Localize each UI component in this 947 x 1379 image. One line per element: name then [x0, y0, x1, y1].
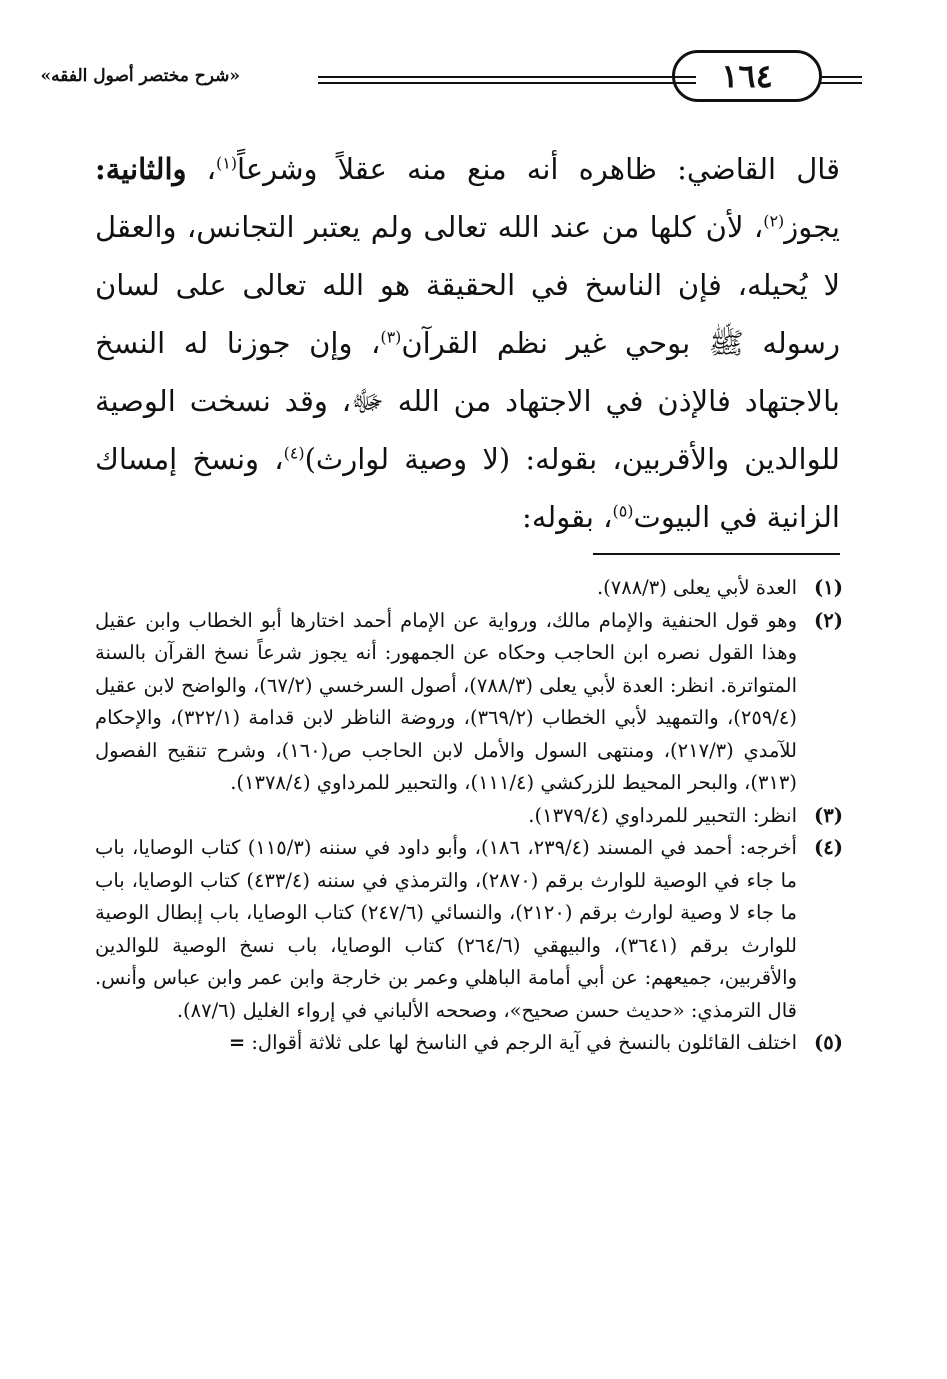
footnote-ref: (١)	[216, 153, 238, 173]
footnote-2	[95, 605, 843, 800]
footnote-5	[95, 1027, 843, 1060]
footnote-1	[95, 572, 843, 605]
header-rule-tail	[820, 82, 862, 84]
text-run: ، وإن جوزنا له النسخ بالاجتهاد فالإذن في الاجتهاد من الله ﷻ، وقد نسخت الوصية للوالدين والأقربين، بقوله: (لا وصية لوارث)	[95, 326, 840, 476]
footnote-4	[95, 832, 843, 1027]
text-run: اختلف القائلون بالنسخ في آية الرجم في الناسخ لها على ثلاثة أقوال:	[251, 1031, 797, 1054]
footnote-ref: (٤)	[283, 443, 305, 463]
text-run: قال القاضي: ظاهره أنه منع منه عقلاً وشرعاً	[237, 152, 840, 186]
footnote-text: انظر: التحبير للمرداوي (١٣٧٩/٤).	[528, 803, 797, 827]
footnotes	[95, 572, 843, 1060]
footnote-number: (٤)	[814, 836, 843, 859]
footnote-text: العدة لأبي يعلى (٧٨٨/٣).	[596, 576, 797, 599]
continuation-mark: =	[228, 1031, 246, 1054]
main-text	[95, 140, 840, 546]
header-rule-tail	[820, 76, 862, 78]
bold-term: والثانية:	[95, 152, 187, 186]
footnote-number: (٣)	[814, 803, 843, 827]
main-paragraph	[95, 140, 840, 546]
footnote-number: (٢)	[814, 608, 843, 632]
page-number: ١٦٤	[672, 50, 822, 102]
footnote-ref: (٥)	[612, 501, 634, 521]
footnote-ref: (٢)	[763, 211, 785, 231]
text-run: ، لأن كلها من عند الله تعالى ولم يعتبر التجانس، والعقل لا يُحيله، فإن الناسخ في الحقيقة هو الله تعالى على لسان رسوله ﷺ بوحي غير نظم القرآن	[95, 210, 840, 360]
running-title: «شرح مختصر أصول الفقه»	[40, 66, 240, 86]
footnote-text: أخرجه: أحمد في المسند (٢٣٩/٤، ١٨٦)، وأبو داود في سننه (١١٥/٣) كتاب الوصايا، باب ما جاء في الوصية للوارث برقم (٢٨٧٠)، والترمذي في سننه (٤٣٣/٤) كتاب الوصايا، باب ما جاء لا وصية لوارث برقم (٢١٢٠)، والنسائي (٢٤٧/٦) كتاب الوصايا، باب إبطال الوصية للوارث برقم (٣٦٤١)، والبيهقي (٢٦٤/٦) كتاب الوصايا، باب نسخ الوصية للوالدين والأقربين، جميعهم: عن أبي أمامة الباهلي وعمر بن خارجة وابن عمر وابن عباس وأنس. قال الترمذي: «حديث حسن صحيح»، وصححه الألباني في إرواء الغليل (٨٧/٦).	[95, 836, 798, 1022]
footnote-text	[95, 1027, 797, 1060]
footnote-3	[95, 800, 843, 833]
header-rule	[318, 76, 696, 84]
footnote-number: (٥)	[814, 1031, 843, 1054]
footnote-number: (١)	[814, 576, 843, 599]
footnote-ref: (٣)	[380, 327, 402, 347]
page-header	[40, 50, 850, 108]
text-run: يجوز	[784, 210, 840, 244]
text-run: ، بقوله:	[522, 500, 613, 534]
text-run: ، ونسخ إمساك الزانية في البيوت	[95, 442, 840, 534]
footnote-text: وهو قول الحنفية والإمام مالك، ورواية عن الإمام أحمد اختارها أبو الخطاب وابن عقيل وهذا القول نصره ابن الحاجب وحكاه عن الجمهور: أنه يجوز شرعاً نسخ القرآن بالسنة المتواترة. انظر: العدة لأبي يعلى (٧٨٨/٣)، أصول السرخسي (٦٧/٢)، والواضح لابن عقيل (٢٥٩/٤)، والتمهيد لأبي الخطاب (٣٦٩/٢)، وروضة الناظر لابن قدامة (٣٢٢/١)، والإحكام للآمدي (٢١٧/٣)، ومنتهى السول والأمل لابن الحاجب ص(١٦٠)، وشرح تنقيح الفصول (٣١٣)، والبحر المحيط للزركشي (١١١/٤)، والتحبير للمرداوي (١٣٧٨/٤).	[95, 608, 798, 794]
text-run: ،	[186, 152, 217, 186]
footnote-separator	[593, 553, 840, 555]
